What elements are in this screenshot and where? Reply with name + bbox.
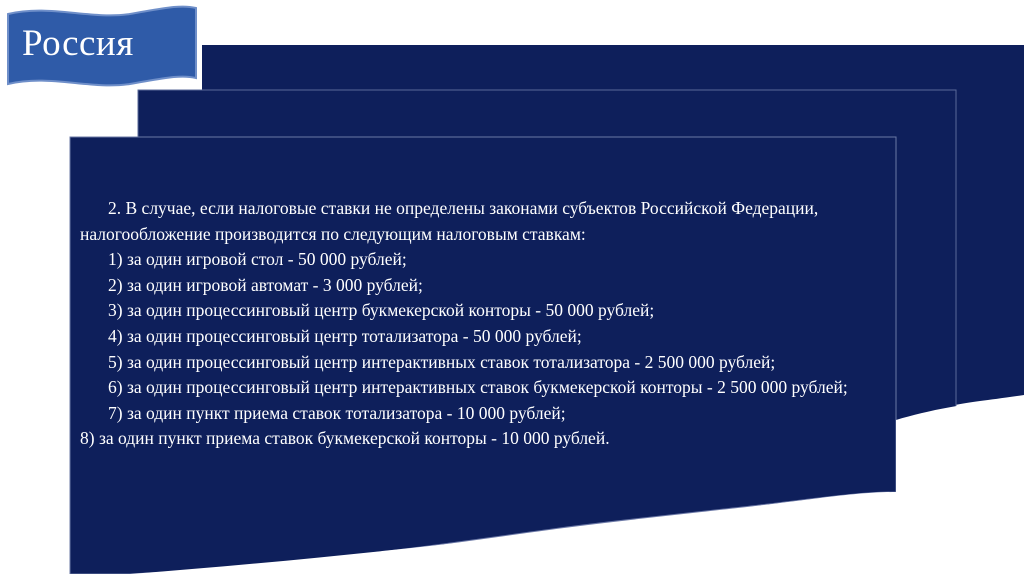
list-item: 7) за один пункт приема ставок тотализатора - 10 000 рублей; <box>108 402 566 423</box>
list-item: 4) за один процессинговый центр тотализатора - 50 000 рублей; <box>108 325 582 346</box>
page-title: Россия <box>22 23 134 64</box>
list-item: 6) за один процессинговый центр интерактивных ставок букмекерской конторы - 2 500 000 рублей; <box>108 377 848 398</box>
list-item: 1) за один игровой стол - 50 000 рублей; <box>108 249 407 270</box>
list-item: 5) за один процессинговый центр интерактивных ставок тотализатора - 2 500 000 рублей; <box>108 351 776 372</box>
list-item: 2) за один игровой автомат - 3 000 рублей; <box>108 274 423 295</box>
paragraph-intro: 2. В случае, если налоговые ставки не определены законами субъектов Российской Федерации, налогообложение производится по следующим налоговым ставкам: <box>80 198 819 244</box>
content-text <box>80 196 880 452</box>
flag-banner <box>0 0 205 100</box>
list-item: 3) за один процессинговый центр букмекерской конторы - 50 000 рублей; <box>108 300 655 321</box>
list-item: 8) за один пункт приема ставок букмекерской конторы - 10 000 рублей. <box>80 428 610 449</box>
